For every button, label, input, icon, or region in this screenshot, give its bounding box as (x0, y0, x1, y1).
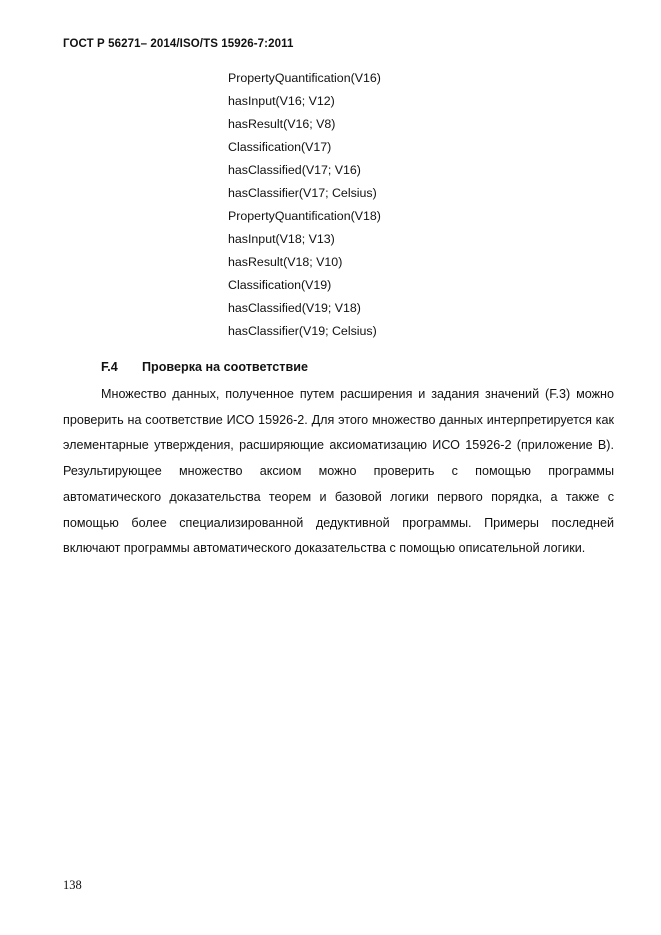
axiom-line: hasResult(V18; V10) (228, 255, 343, 269)
axiom-line: PropertyQuantification(V18) (228, 209, 381, 223)
axiom-line: hasInput(V16; V12) (228, 94, 335, 108)
axiom-line: hasInput(V18; V13) (228, 232, 335, 246)
axiom-line: Classification(V19) (228, 278, 332, 292)
page-number: 138 (63, 878, 82, 892)
section-number: F.4 (101, 360, 118, 374)
section-title: Проверка на соответствие (142, 360, 308, 374)
axiom-line: hasClassified(V17; V16) (228, 163, 361, 177)
axiom-line: hasClassifier(V17; Celsius) (228, 186, 377, 200)
document-header: ГОСТ Р 56271– 2014/ISO/TS 15926-7:2011 (63, 38, 294, 50)
axiom-line: hasClassified(V19; V18) (228, 301, 361, 315)
section-paragraph: Множество данных, полученное путем расширения и задания значений (F.3) можно проверить на соответствие ИСО 15926-2. Для этого множество данных интерпретируется как элементарные утверждения, расширяющие аксиоматизацию ИСО 15926-2 (приложение В). Результирующее множество аксиом можно проверить с помощью программы автоматического доказательства теорем и базовой логики первого порядка, а также с помощью более специализированной дедуктивной программы. Примеры последней включают программы автоматического доказательства с помощью описательной логики. (63, 387, 614, 556)
axiom-line: Classification(V17) (228, 140, 332, 154)
axiom-line: PropertyQuantification(V16) (228, 71, 381, 85)
section-heading (101, 360, 308, 374)
axiom-line: hasResult(V16; V8) (228, 117, 336, 131)
axiom-list (228, 67, 381, 343)
axiom-line: hasClassifier(V19; Celsius) (228, 324, 377, 338)
